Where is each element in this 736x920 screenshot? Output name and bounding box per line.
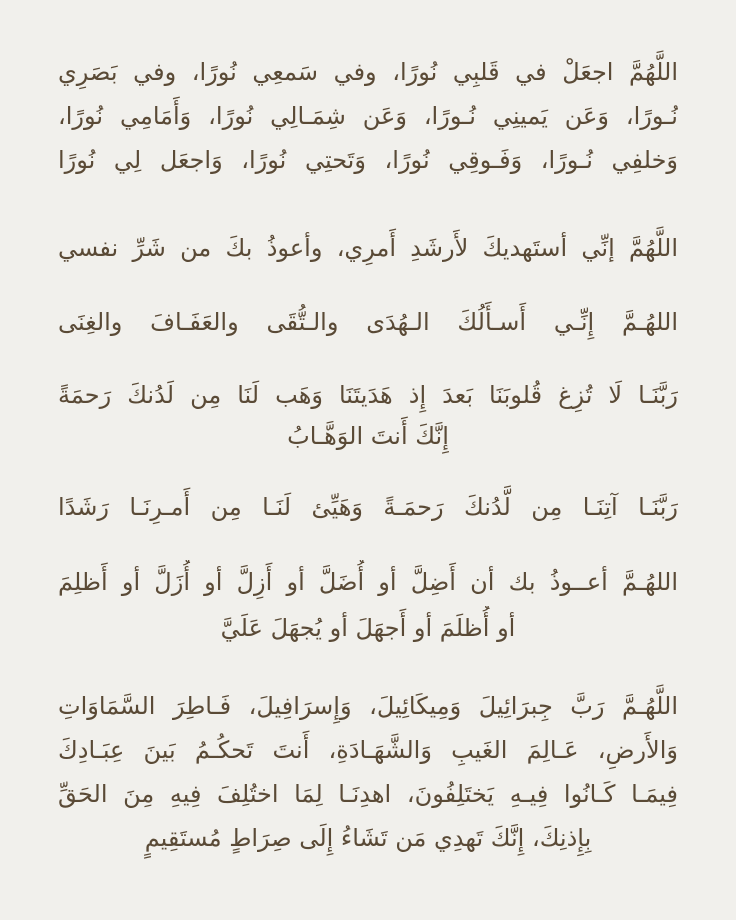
dua-7-line-3: فِيمَـا كَـانُوا فِيـهِ يَختَلِفُونَ، اهدِنَـا لِمَا اختُلِفَ فِيهِ مِنَ الحَقِّ — [58, 780, 678, 808]
dua-1-line-1: اللَّهُمَّ اجعَلْ في قَلبِي نُورًا، وفي سَمعِي نُورًا، وفي بَصَرِي — [58, 58, 678, 86]
dua-1-line-3: وَخلفِي نُـورًا، وَفَـوقِي نُورًا، وَتَحتِي نُورًا، وَاجعَل لِي نُورًا — [58, 146, 678, 174]
dua-7-line-1: اللَّهُـمَّ رَبَّ جِبرَائِيلَ وَمِيكَائِيلَ، وَإِسرَافِيلَ، فَـاطِرَ السَّمَاوَاتِ — [58, 692, 678, 720]
dua-6-line-2: أو أُظلَمَ أو أَجهَلَ أو يُجهَلَ عَلَيَّ — [220, 614, 516, 642]
dua-6-line-1: اللهُـمَّ أعــوذُ بك أن أَضِلَّ أو أُضَلَّ أو أَزِلَّ أو أُزَلَّ أو أَظلِمَ — [58, 568, 678, 596]
dua-5-line-1: رَبَّنَـا آتِنَـا مِن لَّدُنكَ رَحمَـةً وَهَيِّئ لَنَـا مِن أَمـرِنَـا رَشَدًا — [58, 493, 678, 521]
dua-2-line-1: اللَّهُمَّ إنِّي أستَهديكَ لأَرشَدِ أَمرِي، وأعوذُ بكَ من شَرِّ نفسي — [58, 234, 678, 262]
dua-7-line-4: بِإِذنِكَ، إِنَّكَ تَهدِي مَن تَشَاءُ إِلَى صِرَاطٍ مُستَقِيمٍ — [144, 824, 592, 852]
dua-4-line-2: إِنَّكَ أَنتَ الوَهَّـابُ — [287, 422, 449, 450]
dua-4-line-1: رَبَّنَـا لَا تُزِغ قُلوبَنَا بَعدَ إِذ هَدَيتَنَا وَهَب لَنَا مِن لَدُنكَ رَحمَةً — [58, 381, 678, 409]
dua-7-line-2: وَالأَرضِ، عَـالِمَ الغَيبِ وَالشَّهَـادَةِ، أَنتَ تَحكُـمُ بَينَ عِبَـادِكَ — [58, 736, 678, 764]
dua-3-line-1: اللهُـمَّ إِنِّـي أَسـأَلُكَ الـهُدَى والـتُّقَى والعَفَـافَ والغِنَى — [58, 308, 678, 336]
dua-1-line-2: نُـورًا، وَعَن يَمينِي نُـورًا، وَعَن شِمَـالِي نُورًا، وَأَمَامِي نُورًا، — [58, 102, 678, 130]
